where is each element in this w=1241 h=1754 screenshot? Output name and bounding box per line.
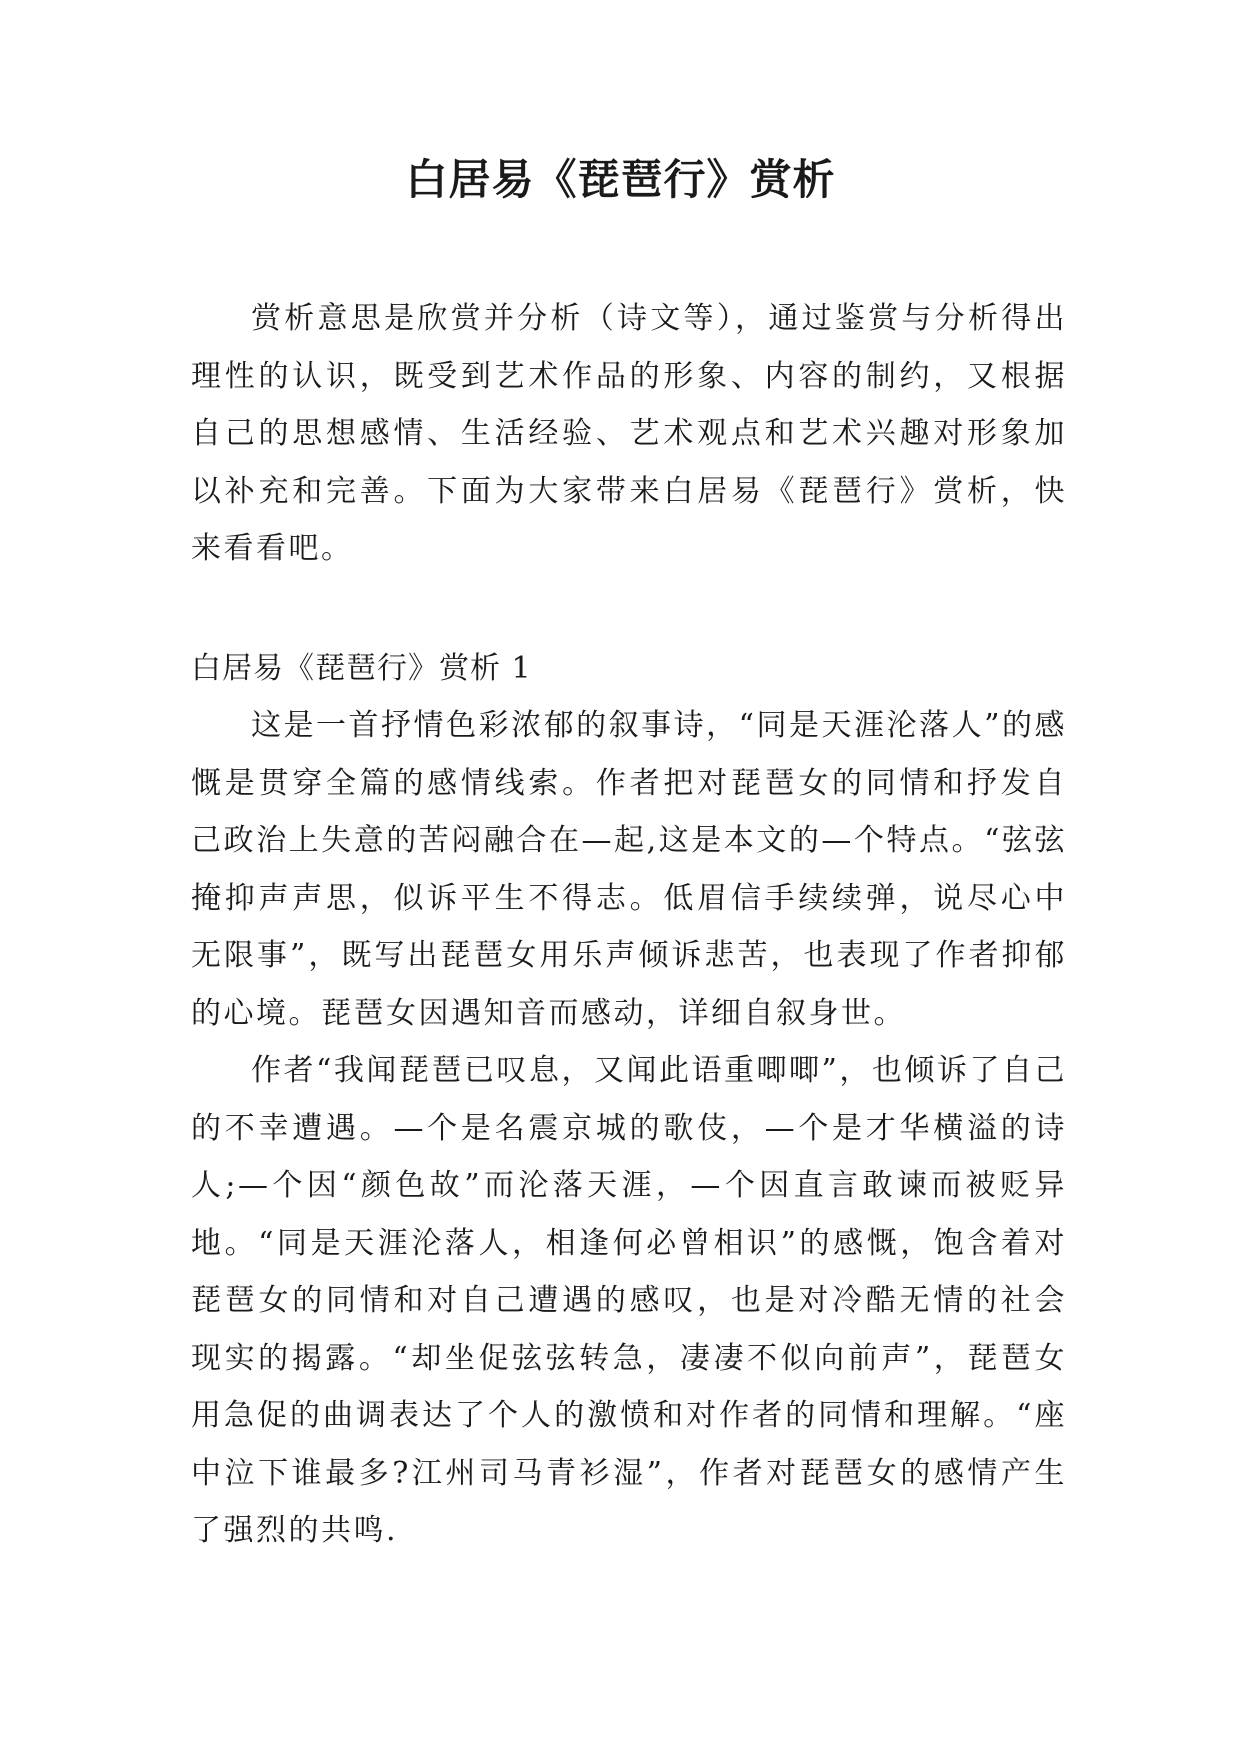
section-body xyxy=(191,697,1067,1560)
intro-block xyxy=(191,290,1067,578)
section-heading: 白居易《琵琶行》赏析 1 xyxy=(191,651,532,686)
intro-paragraph: 赏析意思是欣赏并分析（诗文等），通过鉴赏与分析得出理性的认识，既受到艺术作品的形象、内容的制约，又根据自己的思想感情、生活经验、艺术观点和艺术兴趣对形象加以补充和完善。下面为大家带来白居易《琵琶行》赏析，快来看看吧。 xyxy=(191,301,1067,566)
page-title: 白居易《琵琶行》赏析 xyxy=(405,155,836,204)
body-paragraph-2: 作者“我闻琵琶已叹息，又闻此语重唧唧”，也倾诉了自己的不幸遭遇。—个是名震京城的歌伎，—个是才华横溢的诗人;—个因“颜色故”而沦落天涯，—个因直言敢谏而被贬异地。“同是天涯沦落人，相逢何必曾相识”的感慨，饱含着对琵琶女的同情和对自己遭遇的感叹，也是对冷酷无情的社会现实的揭露。“却坐促弦弦转急，凄凄不似向前声”，琵琶女用急促的曲调表达了个人的激愤和对作者的同情和理解。“座中泣下谁最多?江州司马青衫湿”，作者对琵琶女的感情产生了强烈的共鸣. xyxy=(191,1053,1067,1548)
body-paragraph-1: 这是一首抒情色彩浓郁的叙事诗，“同是天涯沦落人”的感慨是贯穿全篇的感情线索。作者把对琵琶女的同情和抒发自己政治上失意的苦闷融合在—起,这是本文的—个特点。“弦弦掩抑声声思，似诉平生不得志。低眉信手续续弹，说尽心中无限事”，既写出琵琶女用乐声倾诉悲苦，也表现了作者抑郁的心境。琵琶女因遇知音而感动，详细自叙身世。 xyxy=(191,708,1067,1031)
